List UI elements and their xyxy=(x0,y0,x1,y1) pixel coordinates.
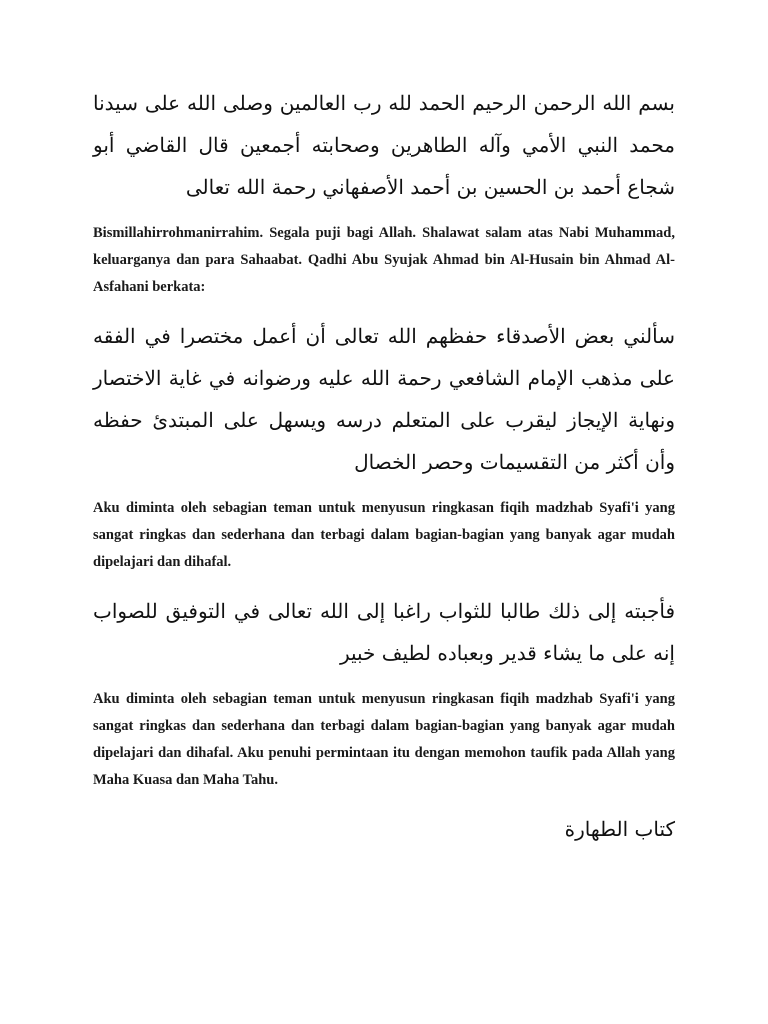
arabic-paragraph-2: سألني بعض الأصدقاء حفظهم الله تعالى أن أعمل مختصرا في الفقه على مذهب الإمام الشافعي رحمة الله عليه ورضوانه في غاية الاختصار ونهاية الإيجاز ليقرب على المتعلم درسه ويسهل على المبتدئ حفظه وأن أكثر من التقسيمات وحصر الخصال xyxy=(93,324,675,474)
document-body xyxy=(93,82,675,850)
translation-paragraph-2: Aku diminta oleh sebagian teman untuk menyusun ringkasan fiqih madzhab Syafi'i yang sangat ringkas dan sederhana dan terbagi dalam bagian-bagian yang banyak agar mudah dipelajari dan dihafal. xyxy=(93,500,675,570)
section-heading: كتاب الطهارة xyxy=(564,817,675,841)
translation-paragraph-3: Aku diminta oleh sebagian teman untuk menyusun ringkasan fiqih madzhab Syafi'i yang sangat ringkas dan sederhana dan terbagi dalam bagian-bagian yang banyak agar mudah dipelajari dan dihafal. Aku penuhi permintaan itu dengan memohon taufik pada Allah yang Maha Kuasa dan Maha Tahu. xyxy=(93,691,675,788)
arabic-paragraph-3: فأجبته إلى ذلك طالبا للثواب راغبا إلى الله تعالى في التوفيق للصواب إنه على ما يشاء قدير وبعباده لطيف خبير xyxy=(93,599,675,665)
translation-paragraph-1: Bismillahirrohmanirrahim. Segala puji bagi Allah. Shalawat salam atas Nabi Muhammad, keluarganya dan para Sahaabat. Qadhi Abu Syujak Ahmad bin Al-Husain bin Ahmad Al-Asfahani berkata: xyxy=(93,225,675,295)
arabic-paragraph-1: بسم الله الرحمن الرحيم الحمد لله رب العالمين وصلى الله على سيدنا محمد النبي الأمي وآله الطاهرين وصحابته أجمعين قال القاضي أبو شجاع أحمد بن الحسين بن أحمد الأصفهاني رحمة الله تعالى xyxy=(93,91,675,199)
